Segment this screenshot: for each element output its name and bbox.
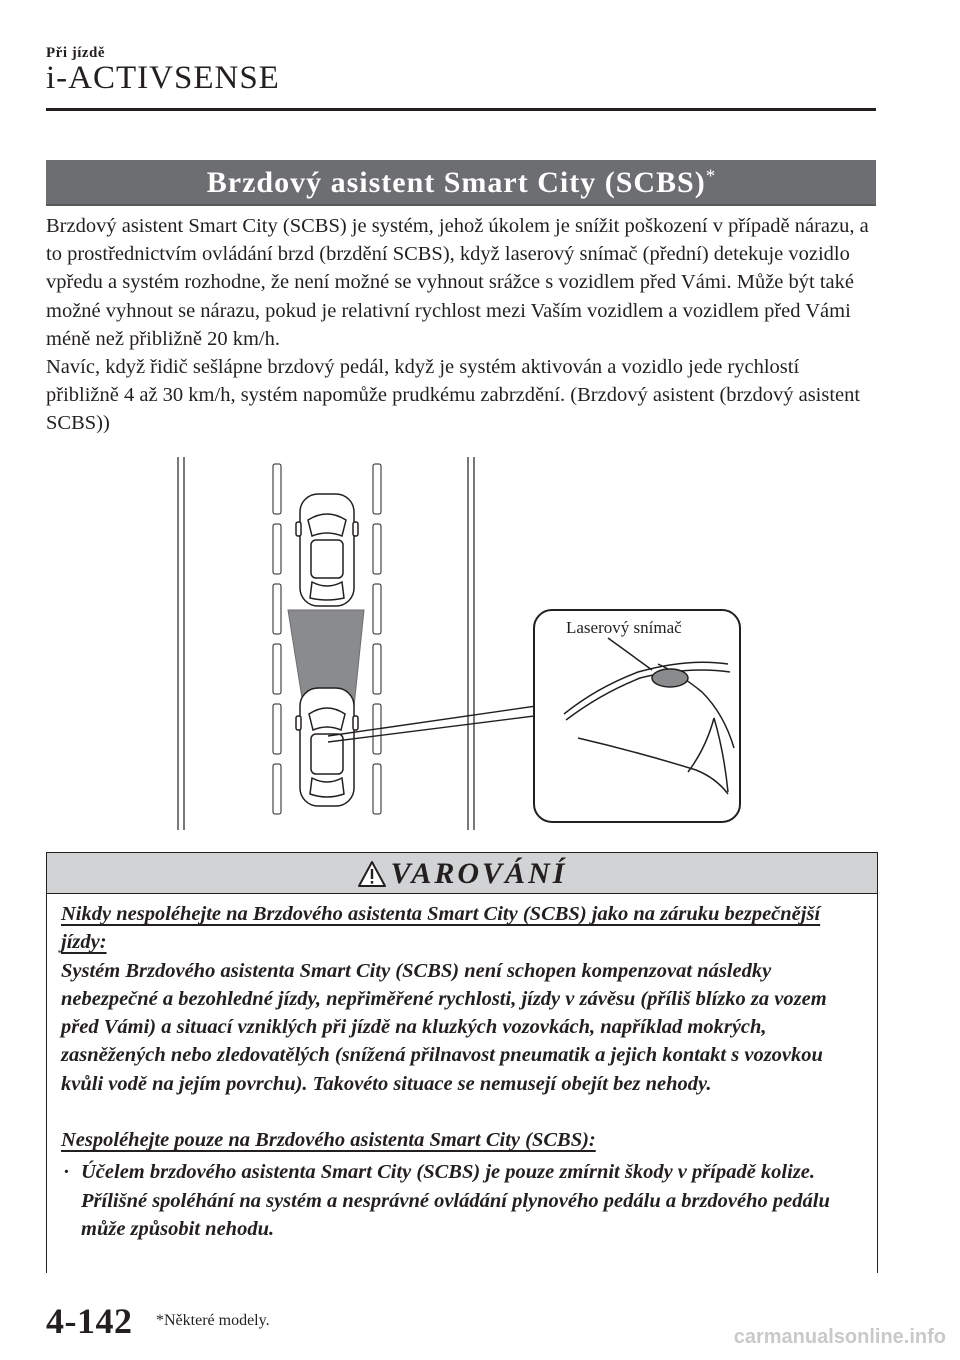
road-diagram [168,452,748,832]
own-car [296,688,358,806]
bullet-marker: · [63,1161,70,1184]
warning-bullet-text: Účelem brzdového asistenta Smart City (SCBS) je pouze zmírnit škody v případě kolize. Přílišné spoléhání na systém a nesprávné ovládání plynového pedálu a brzdového pedálu může způsobit nehodu. [81,1161,830,1240]
warning-subheading-2: Nespoléhejte pouze na Brzdového asistenta Smart City (SCBS): [61,1129,596,1152]
callout-leader [328,704,550,742]
warning-subheading-1: Nikdy nespoléhejte na Brzdového asistenta Smart City (SCBS) jako na záruku bezpečnější jízdy: [61,903,821,954]
warning-text-1: Systém Brzdového asistenta Smart City (SCBS) není schopen kompenzovat následky nebezpečné a bezohledné jízdy, nepřiměřené rychlosti, jízdy v závěsu (příliš blízko za vozem před Vámi) a situací vzniklých při jízdě na kluzkých vozovkách, například mokrých, zasněžených nebo zledovatělých (snížená přilnavost pneumatik a jejich kontakt s vozovkou kvůli vodě na jejím povrchu). Takovéto situace se nemusejí obejít bez nehody. [61,959,827,1095]
intro-paragraph-1: Brzdový asistent Smart City (SCBS) je systém, jehož úkolem je snížit poškození v případě nárazu, a to prostřednictvím ovládání brzd (brzdění SCBS), když laserový snímač (přední) detekuje vozidlo vpředu a systém rozhodne, že není možné se vyhnout srážce s vozidlem před Vámi. Může být také možné vyhnout se nárazu, pokud je relativní rychlost mezi Vaším vozidlem a vozidlem před Vámi méně než přibližně 20 km/h. [46,215,869,350]
section-label: Při jízdě [46,45,106,61]
footnote: *Některé modely. [156,1312,270,1329]
car-ahead [296,494,358,606]
callout-frame [534,610,740,822]
warning-box [46,852,878,1273]
section-title-bar [46,160,876,206]
intro-paragraph-2: Navíc, když řidič sešlápne brzdový pedál, když je systém aktivován a vozidlo jede rychlostí přibližně 4 až 30 km/h, systém napomůže prudkému zabrzdění. (Brzdový asistent (brzdový asistent SCBS)) [46,356,861,435]
callout-label: Laserový snímač [566,618,682,637]
page-number: 4-142 [46,1301,133,1341]
warning-heading: VAROVÁNÍ [390,857,568,890]
warning-body [47,894,877,1243]
watermark: carmanualsonline.info [733,1326,946,1348]
warning-header [47,853,877,894]
warning-bullet-item [61,1158,863,1243]
section-title: Brzdový asistent Smart City (SCBS) [206,166,706,199]
intro-text [46,212,876,438]
model-asterisk: * [705,166,716,187]
scbs-illustration [168,452,748,832]
header-rule [46,108,876,111]
laser-sensor-unit [652,669,688,687]
warning-triangle-icon [357,860,387,888]
chapter-title: i-ACTIVSENSE [46,60,280,96]
